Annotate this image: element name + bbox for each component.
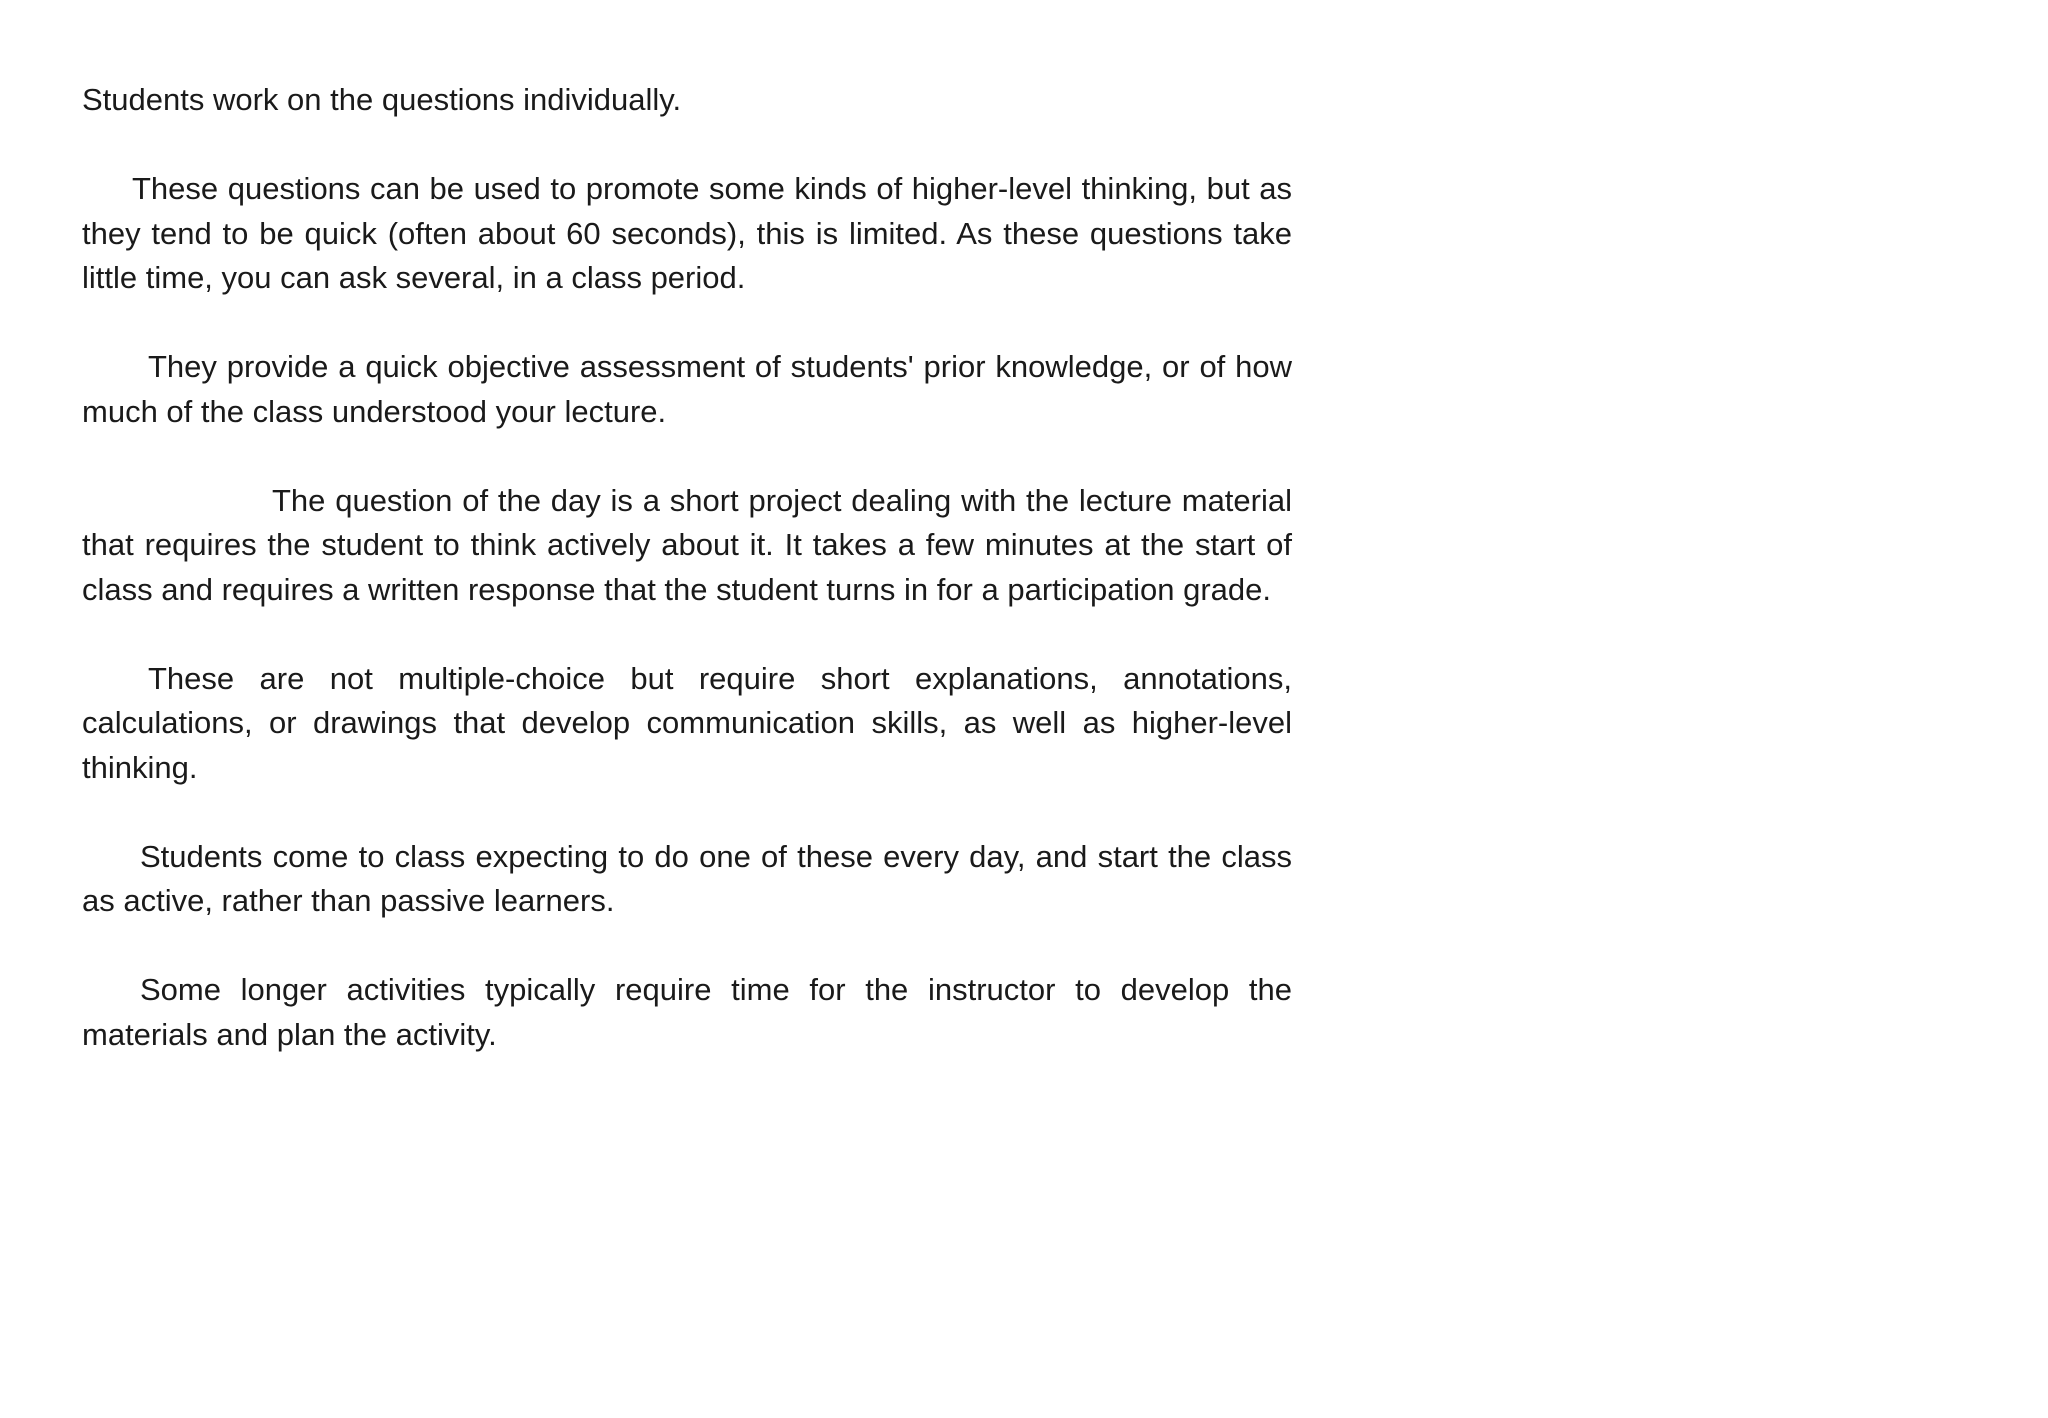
paragraph-longer-activities: Some longer activities typically require time for the instructor to develop the materials and plan the activity. (82, 972, 1292, 1052)
document-page (82, 78, 1292, 1102)
paragraph-question-of-the-day: The question of the day is a short project dealing with the lecture material that requires the student to think actively about it. It takes a few minutes at the start of class and requires a written response that the student turns in for a participation grade. (82, 482, 1292, 607)
paragraph-objective-assessment: They provide a quick objective assessment of students' prior knowledge, or of how much of the class understood your lecture. (82, 349, 1292, 429)
paragraph-higher-level-thinking: These questions can be used to promote some kinds of higher-level thinking, but as they tend to be quick (often about 60 seconds), this is limited. As these questions take little time, you can ask several, in a class period. (82, 171, 1292, 295)
paragraph-individual-work: Students work on the questions individually. (82, 82, 682, 117)
paragraph-active-learners: Students come to class expecting to do one of these every day, and start the class as active, rather than passive learners. (82, 838, 1292, 918)
paragraph-not-multiple-choice: These are not multiple-choice but require short explanations, annotations, calculations, or drawings that develop communication skills, as well as higher-level thinking. (82, 660, 1292, 785)
